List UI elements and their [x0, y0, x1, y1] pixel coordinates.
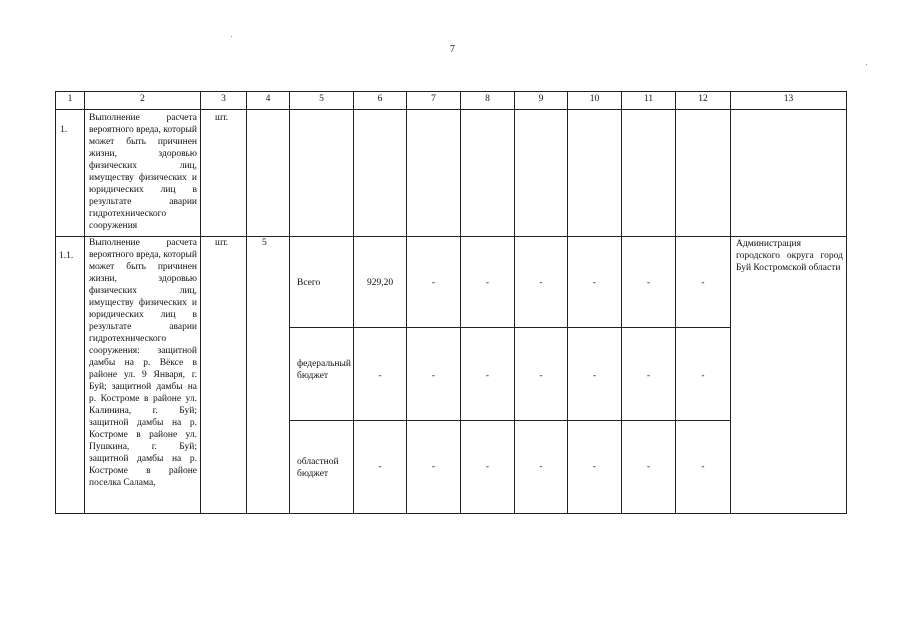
funding-source: областной бюджет [297, 457, 339, 479]
funding-value: - [701, 278, 705, 288]
funding-value: - [378, 371, 382, 381]
funding-value: - [701, 462, 705, 472]
funding-value: - [378, 462, 382, 472]
funding-value: - [646, 278, 651, 288]
column-header: 6 [377, 94, 383, 104]
funding-value: - [539, 462, 543, 472]
executor: Администрация городского округа город Буй Костромской области [736, 239, 843, 273]
funding-value: - [701, 371, 705, 381]
unit-of-measure: шт. [215, 113, 229, 123]
funding-value: - [592, 278, 597, 288]
column-header: 3 [221, 94, 226, 104]
row-number: 1.1. [59, 251, 74, 261]
funding-value: - [539, 278, 543, 288]
column-header: 1 [67, 94, 73, 104]
funding-value: 929,20 [366, 278, 394, 288]
column-header: 10 [589, 94, 600, 104]
funding-value: - [485, 462, 490, 472]
funding-source: федеральный бюджет [297, 359, 351, 381]
funding-value: - [485, 278, 490, 288]
funding-value: - [592, 371, 597, 381]
quantity: 5 [262, 238, 267, 248]
funding-source: Всего [297, 278, 321, 288]
column-header: 2 [140, 94, 145, 104]
column-header: 13 [783, 94, 794, 104]
column-header: 12 [698, 94, 708, 104]
funding-value: - [646, 462, 651, 472]
funding-value: - [431, 278, 436, 288]
column-header: 11 [643, 94, 654, 104]
funding-value: - [646, 371, 651, 381]
column-header: 5 [319, 94, 324, 104]
row-description: Выполнение расчета вероятного вреда, который может быть причинен жизни, здоровью физических лиц, имуществу физических и юридических лиц в результате аварии гидротехнического сооружения [89, 113, 197, 231]
funding-value: - [431, 371, 436, 381]
column-header: 7 [431, 94, 436, 104]
row-number: 1. [60, 125, 68, 135]
column-header: 9 [538, 94, 544, 104]
funding-value: - [539, 371, 543, 381]
column-header: 8 [485, 94, 490, 104]
column-header: 4 [265, 94, 271, 104]
funding-value: - [485, 371, 490, 381]
page-number: 7 [450, 44, 455, 55]
row-description: Выполнение расчета вероятного вреда, который может быть причинен жизни, здоровью физических лиц, имуществу физических и юридических лиц в результате аварии гидротехнического сооружения: защитной дамбы на р. Вёксе в районе ул. 9 Января, г. Буй; защитной дамбы на р. Костроме в районе ул. Калинина, г. Буй; защитной дамбы на р. Костроме в районе ул. Пушкина, г. Буй; защитной дамбы на р. Костроме в районе поселка Салама, [89, 238, 197, 488]
unit-of-measure: шт. [215, 238, 229, 248]
funding-value: - [431, 462, 436, 472]
funding-value: - [592, 462, 597, 472]
